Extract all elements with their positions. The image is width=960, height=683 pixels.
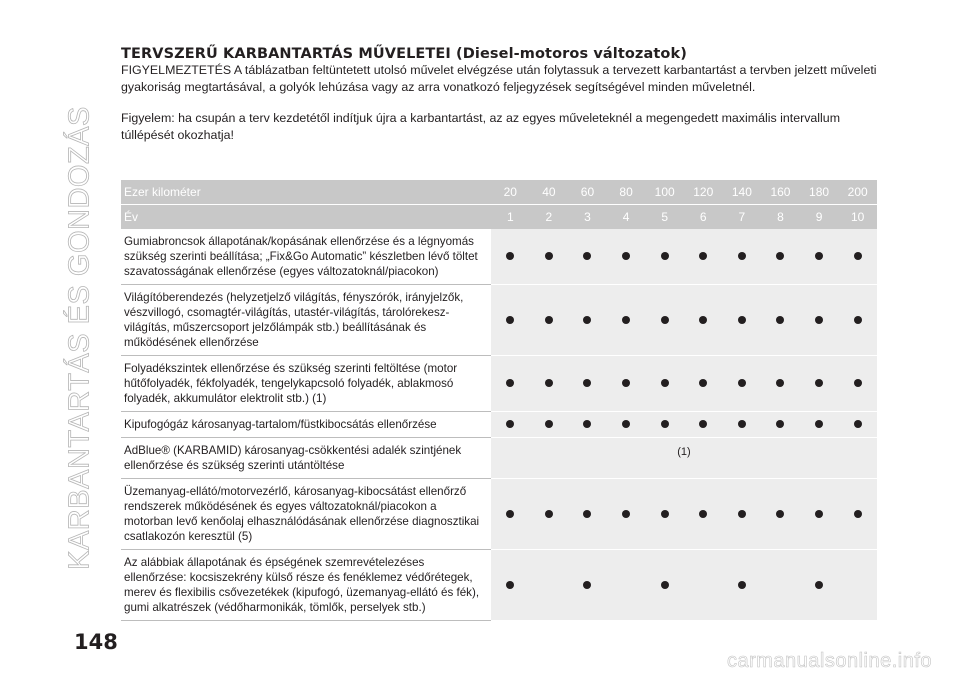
km-header-cell: 60: [568, 180, 607, 205]
check-dot-icon: [815, 379, 823, 387]
table-row: [121, 438, 877, 479]
table-row: [121, 550, 877, 621]
schedule-cell: [645, 229, 684, 285]
check-dot-icon: [506, 581, 514, 589]
schedule-cell: [568, 229, 607, 285]
schedule-cell: [838, 550, 877, 621]
schedule-cell: [761, 356, 800, 412]
schedule-cell: [761, 479, 800, 550]
check-dot-icon: [815, 420, 823, 428]
check-dot-icon: [699, 379, 707, 387]
schedule-cell: [530, 479, 569, 550]
schedule-cell: [530, 412, 569, 438]
check-dot-icon: [661, 420, 669, 428]
schedule-cell: [568, 550, 607, 621]
schedule-cell: [761, 412, 800, 438]
year-header-cell: 2: [530, 205, 569, 230]
schedule-cell: [607, 479, 646, 550]
maintenance-table: [121, 180, 877, 621]
year-header-cell: 3: [568, 205, 607, 230]
check-dot-icon: [661, 379, 669, 387]
table-row: [121, 285, 877, 356]
schedule-cell: [607, 550, 646, 621]
check-dot-icon: [815, 510, 823, 518]
schedule-cell: [607, 229, 646, 285]
km-header-cell: 40: [530, 180, 569, 205]
watermark: carmanualsonline.info: [726, 650, 932, 672]
row-description: Folyadékszintek ellenőrzése és szükség szerinti feltöltése (motor hűtőfolyadék, fékfolyadék, tengelykapcsoló folyadék, ablakmosó folyadék, akkumulátor elektrolit stb.) (1): [121, 356, 491, 412]
year-header-label: Év: [121, 205, 491, 230]
km-header-cell: 140: [723, 180, 762, 205]
check-dot-icon: [776, 510, 784, 518]
year-header-cell: 4: [607, 205, 646, 230]
schedule-cell: [684, 229, 723, 285]
table-body: [121, 229, 877, 621]
schedule-cell: [607, 356, 646, 412]
check-dot-icon: [622, 252, 630, 260]
schedule-cell: [607, 412, 646, 438]
schedule-cell: [568, 356, 607, 412]
main-content: [121, 46, 877, 144]
schedule-cell: [723, 550, 762, 621]
check-dot-icon: [622, 510, 630, 518]
schedule-cell: [491, 229, 530, 285]
check-dot-icon: [545, 510, 553, 518]
schedule-cell: [530, 229, 569, 285]
schedule-cell: [645, 479, 684, 550]
page-number: 148: [74, 630, 118, 654]
schedule-cell: [761, 229, 800, 285]
schedule-cell: [607, 285, 646, 356]
schedule-cell: [645, 550, 684, 621]
check-dot-icon: [776, 420, 784, 428]
km-header-cell: 100: [645, 180, 684, 205]
check-dot-icon: [583, 316, 591, 324]
km-header-cell: 120: [684, 180, 723, 205]
schedule-cell: [838, 356, 877, 412]
check-dot-icon: [622, 379, 630, 387]
check-dot-icon: [661, 316, 669, 324]
row-description: AdBlue® (KARBAMID) károsanyag-csökkentési adalék szintjének ellenőrzése és szükség szerinti utántöltése: [121, 438, 491, 479]
check-dot-icon: [506, 316, 514, 324]
check-dot-icon: [776, 316, 784, 324]
schedule-cell: [723, 229, 762, 285]
schedule-cell: [568, 479, 607, 550]
year-header-cell: 1: [491, 205, 530, 230]
schedule-cell: [645, 412, 684, 438]
km-header-cell: 180: [800, 180, 839, 205]
check-dot-icon: [583, 420, 591, 428]
check-dot-icon: [738, 581, 746, 589]
check-dot-icon: [854, 252, 862, 260]
schedule-cell: [568, 412, 607, 438]
schedule-cell: [530, 550, 569, 621]
page-title: TERVSZERŰ KARBANTARTÁS MŰVELETEI (Diesel-motoros változatok): [121, 46, 687, 62]
check-dot-icon: [506, 420, 514, 428]
check-dot-icon: [699, 316, 707, 324]
schedule-cell: [684, 479, 723, 550]
year-header-cell: 6: [684, 205, 723, 230]
schedule-cell: [684, 550, 723, 621]
km-header-row: [121, 180, 877, 205]
schedule-cell: [645, 356, 684, 412]
check-dot-icon: [583, 510, 591, 518]
schedule-cell: [761, 285, 800, 356]
schedule-cell: [684, 285, 723, 356]
check-dot-icon: [583, 379, 591, 387]
schedule-cell: [800, 229, 839, 285]
row-description: Üzemanyag-ellátó/motorvezérlő, károsanyag-kibocsátást ellenőrző rendszerek működésének és egyes változatoknál/piacokon a motorban levő kenőolaj elhasználódásának ellenőrzése diagnosztikai csatlakozón keresztül (5): [121, 479, 491, 550]
year-header-cell: 8: [761, 205, 800, 230]
km-header-label: Ezer kilométer: [121, 180, 491, 205]
km-header-cell: 200: [838, 180, 877, 205]
schedule-cell: [530, 356, 569, 412]
table-row: [121, 356, 877, 412]
schedule-cell: [838, 285, 877, 356]
schedule-cell: [723, 285, 762, 356]
km-header-cell: 80: [607, 180, 646, 205]
year-header-cell: 5: [645, 205, 684, 230]
warning-paragraph: Figyelem: ha csupán a terv kezdetétől indítjuk újra a karbantartást, az az egyes műveleteknél a megengedett maximális intervallum túllépését okozhatja!: [121, 111, 841, 142]
check-dot-icon: [776, 252, 784, 260]
schedule-cell: [568, 285, 607, 356]
schedule-cell: [491, 356, 530, 412]
check-dot-icon: [545, 252, 553, 260]
schedule-cell: [645, 285, 684, 356]
year-header-cell: 9: [800, 205, 839, 230]
check-dot-icon: [815, 252, 823, 260]
row-description: Világítóberendezés (helyzetjelző világítás, fényszórók, irányjelzők, vészvillogó, csomagtér-világítás, utastér-világítás, tárolórekesz-világítás, műszercsoport jelzőlámpák stb.) beállításának és működésének ellenőrzése: [121, 285, 491, 356]
schedule-cell: [684, 356, 723, 412]
section-side-title: KARBANTARTÁS ÉS GONDOZÁS: [63, 106, 96, 570]
schedule-cell: [838, 479, 877, 550]
check-dot-icon: [661, 581, 669, 589]
check-dot-icon: [738, 379, 746, 387]
schedule-cell: [800, 479, 839, 550]
schedule-cell: [491, 412, 530, 438]
schedule-cell: [800, 356, 839, 412]
year-header-cell: 10: [838, 205, 877, 230]
schedule-cell: [838, 412, 877, 438]
schedule-cell: [491, 285, 530, 356]
check-dot-icon: [854, 420, 862, 428]
schedule-cell: [491, 550, 530, 621]
check-dot-icon: [776, 379, 784, 387]
check-dot-icon: [854, 510, 862, 518]
check-dot-icon: [738, 316, 746, 324]
table-row: [121, 479, 877, 550]
schedule-cell: [838, 229, 877, 285]
check-dot-icon: [545, 316, 553, 324]
check-dot-icon: [506, 379, 514, 387]
row-footnote: (1): [491, 438, 877, 479]
schedule-cell: [800, 412, 839, 438]
check-dot-icon: [622, 316, 630, 324]
check-dot-icon: [506, 252, 514, 260]
schedule-cell: [684, 412, 723, 438]
schedule-cell: [761, 550, 800, 621]
km-header-cell: 160: [761, 180, 800, 205]
check-dot-icon: [506, 510, 514, 518]
km-header-cell: 20: [491, 180, 530, 205]
check-dot-icon: [815, 316, 823, 324]
row-description: Kipufogógáz károsanyag-tartalom/füstkibocsátás ellenőrzése: [121, 412, 491, 438]
check-dot-icon: [545, 379, 553, 387]
schedule-cell: [800, 550, 839, 621]
check-dot-icon: [661, 510, 669, 518]
schedule-cell: [530, 285, 569, 356]
check-dot-icon: [738, 420, 746, 428]
row-description: Az alábbiak állapotának és épségének szemrevételezéses ellenőrzése: kocsiszekrény külső része és fenéklemez védőrétegek, merev és flexibilis csővezetékek (kipufogó, üzemanyag-ellátó és fék), gumi alkatrészek (védőharmonikák, tömlők, perselyek stb.): [121, 550, 491, 621]
check-dot-icon: [854, 379, 862, 387]
schedule-cell: [723, 479, 762, 550]
year-header-cell: 7: [723, 205, 762, 230]
schedule-cell: [491, 479, 530, 550]
check-dot-icon: [738, 252, 746, 260]
intro-paragraph: FIGYELMEZTETÉS A táblázatban feltüntetett utolsó művelet elvégzése után folytassuk a tervezett karbantartást a tervben jelzett műveleti gyakoriság megtartásával, a golyók lehúzása vagy az arra vonatkozó feljegyzések segítségével minden műveletnél.: [121, 63, 877, 94]
check-dot-icon: [815, 581, 823, 589]
check-dot-icon: [545, 420, 553, 428]
check-dot-icon: [699, 252, 707, 260]
year-header-row: [121, 205, 877, 230]
row-description: Gumiabroncsok állapotának/kopásának ellenőrzése és a légnyomás szükség szerinti beállítása; „Fix&Go Automatic” készletben lévő töltet szavatosságának ellenőrzése (egyes változatoknál/piacokon): [121, 229, 491, 285]
schedule-cell: [723, 412, 762, 438]
check-dot-icon: [622, 420, 630, 428]
schedule-cell: [800, 285, 839, 356]
check-dot-icon: [583, 252, 591, 260]
check-dot-icon: [738, 510, 746, 518]
table-row: [121, 412, 877, 438]
check-dot-icon: [854, 316, 862, 324]
table-row: [121, 229, 877, 285]
schedule-cell: [723, 356, 762, 412]
check-dot-icon: [583, 581, 591, 589]
check-dot-icon: [699, 420, 707, 428]
check-dot-icon: [661, 252, 669, 260]
check-dot-icon: [699, 510, 707, 518]
